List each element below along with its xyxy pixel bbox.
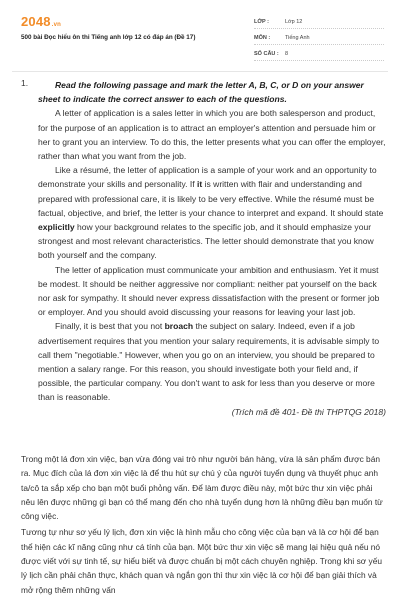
document-meta — [254, 16, 384, 64]
header-divider — [12, 71, 388, 72]
document-title: 500 bài Đọc hiểu ôn thi Tiếng anh lớp 12 có đáp án (Đề 17) — [21, 34, 196, 41]
p4-part-b: the subject on salary. Indeed, even if a job advertisement requires that you mention your salary requirements, it is advisable simply to call them "negotiable." However, when you go on an interview, you should be prepared to mention a salary range. For this reason, you should investigate both your field and, if possible, the particular company. You don't want to ask for less than you deserve or more than is reasonable. — [38, 321, 380, 403]
question-instruction: Read the following passage and mark the letter A, B, C, or D on your answer sheet to indicate the correct answer to each of the questions. — [38, 80, 364, 105]
question-block — [21, 78, 386, 419]
meta-value-class: Lớp 12 — [285, 19, 303, 25]
p2-part-b: is written with flair and understanding and prepared with professional care, it is likely to be very effective. While the résumé must be factual, objective, and brief, the letter is your chance to interpret and expand. It should state — [38, 179, 384, 218]
translation-paragraph-2: Tương tự như sơ yếu lý lịch, đơn xin việc là hình mẫu cho công việc của bạn và là cơ hội để bạn thể hiện các kĩ năng cũng như cá tính của bạn. Một bức thư xin việc sẽ mang lại hiệu quả nếu nó được viết với sự tinh tế, sự hiểu biết và được chuẩn bị một cách chuyên nghiệp. Trong khi sơ yếu lý lịch cần phải chân thực, khách quan và ngắn gọn thì thư xin việc là cơ hội để bạn giải thích và mở rộng thêm những vấn — [21, 527, 383, 595]
logo-text: 2048 — [21, 14, 51, 29]
passage-paragraph-1: A letter of application is a sales letter in which you are both salesperson and product, for the purpose of an application is to attract an employer's attention and persuade him or her to grant you an interview. To do this, the letter presents what you can offer the employer, rather than what you want from the job. — [38, 108, 386, 162]
passage-paragraph-2 — [38, 163, 386, 262]
passage-citation: (Trích mã đề 401- Đề thi THPTQG 2018) — [231, 406, 386, 417]
meta-label-class: LỚP : — [254, 19, 269, 25]
translation-paragraph-1: Trong một lá đơn xin việc, bạn vừa đóng vai trò như người bán hàng, vừa là sản phẩm được bán ra. Mục đích của lá đơn xin việc là để thu hút sự chú ý của người tuyển dụng và thuyết phục anh ta/cô ta sắp xếp cho bạn một buổi phỏng vấn. Để làm được điều này, một bức thư xin việc phải nêu lên được những gì bạn có thể mang đến cho nhà tuyển dụng hơn là những điều bạn muốn từ công việc. — [21, 454, 383, 522]
site-logo[interactable] — [21, 14, 61, 29]
meta-label-count: SỐ CÂU : — [254, 51, 279, 57]
question-number: 1. — [21, 78, 29, 88]
meta-row-count — [254, 48, 384, 61]
page-header — [0, 0, 400, 68]
question-body — [38, 78, 386, 419]
p2-part-c: how your background relates to the specific job, and it should emphasize your strongest and most relevant characteristics. The letter should demonstrate that you know both yourself and the company. — [38, 222, 374, 261]
meta-value-count: 8 — [285, 51, 289, 57]
meta-row-subject — [254, 32, 384, 45]
logo-suffix: .vn — [51, 22, 62, 28]
p2-part-a: Like a résumé, the letter of application is a sample of your work and an opportunity to demonstrate your skills and personality. If — [38, 165, 377, 190]
highlight-word-broach: broach — [164, 321, 194, 332]
passage-paragraph-3: The letter of application must communicate your ambition and enthusiasm. Yet it must be modest. It should be neither aggressive nor compliant: neither pat yourself on the back nor ask for sympathy. It should never express dissatisfaction with the present or former job or employer. And you should avoid discussing your reasons for leaving your last job. — [38, 264, 380, 318]
vietnamese-translation — [21, 452, 388, 599]
passage-paragraph-4 — [38, 319, 386, 404]
highlight-word-explicitly: explicitly — [38, 222, 75, 233]
p4-part-a: Finally, it is best that you not — [55, 321, 165, 332]
meta-value-subject: Tiếng Anh — [285, 35, 310, 41]
meta-row-class — [254, 16, 384, 29]
meta-label-subject: MÔN : — [254, 35, 271, 41]
highlight-word-it: it — [196, 179, 203, 190]
